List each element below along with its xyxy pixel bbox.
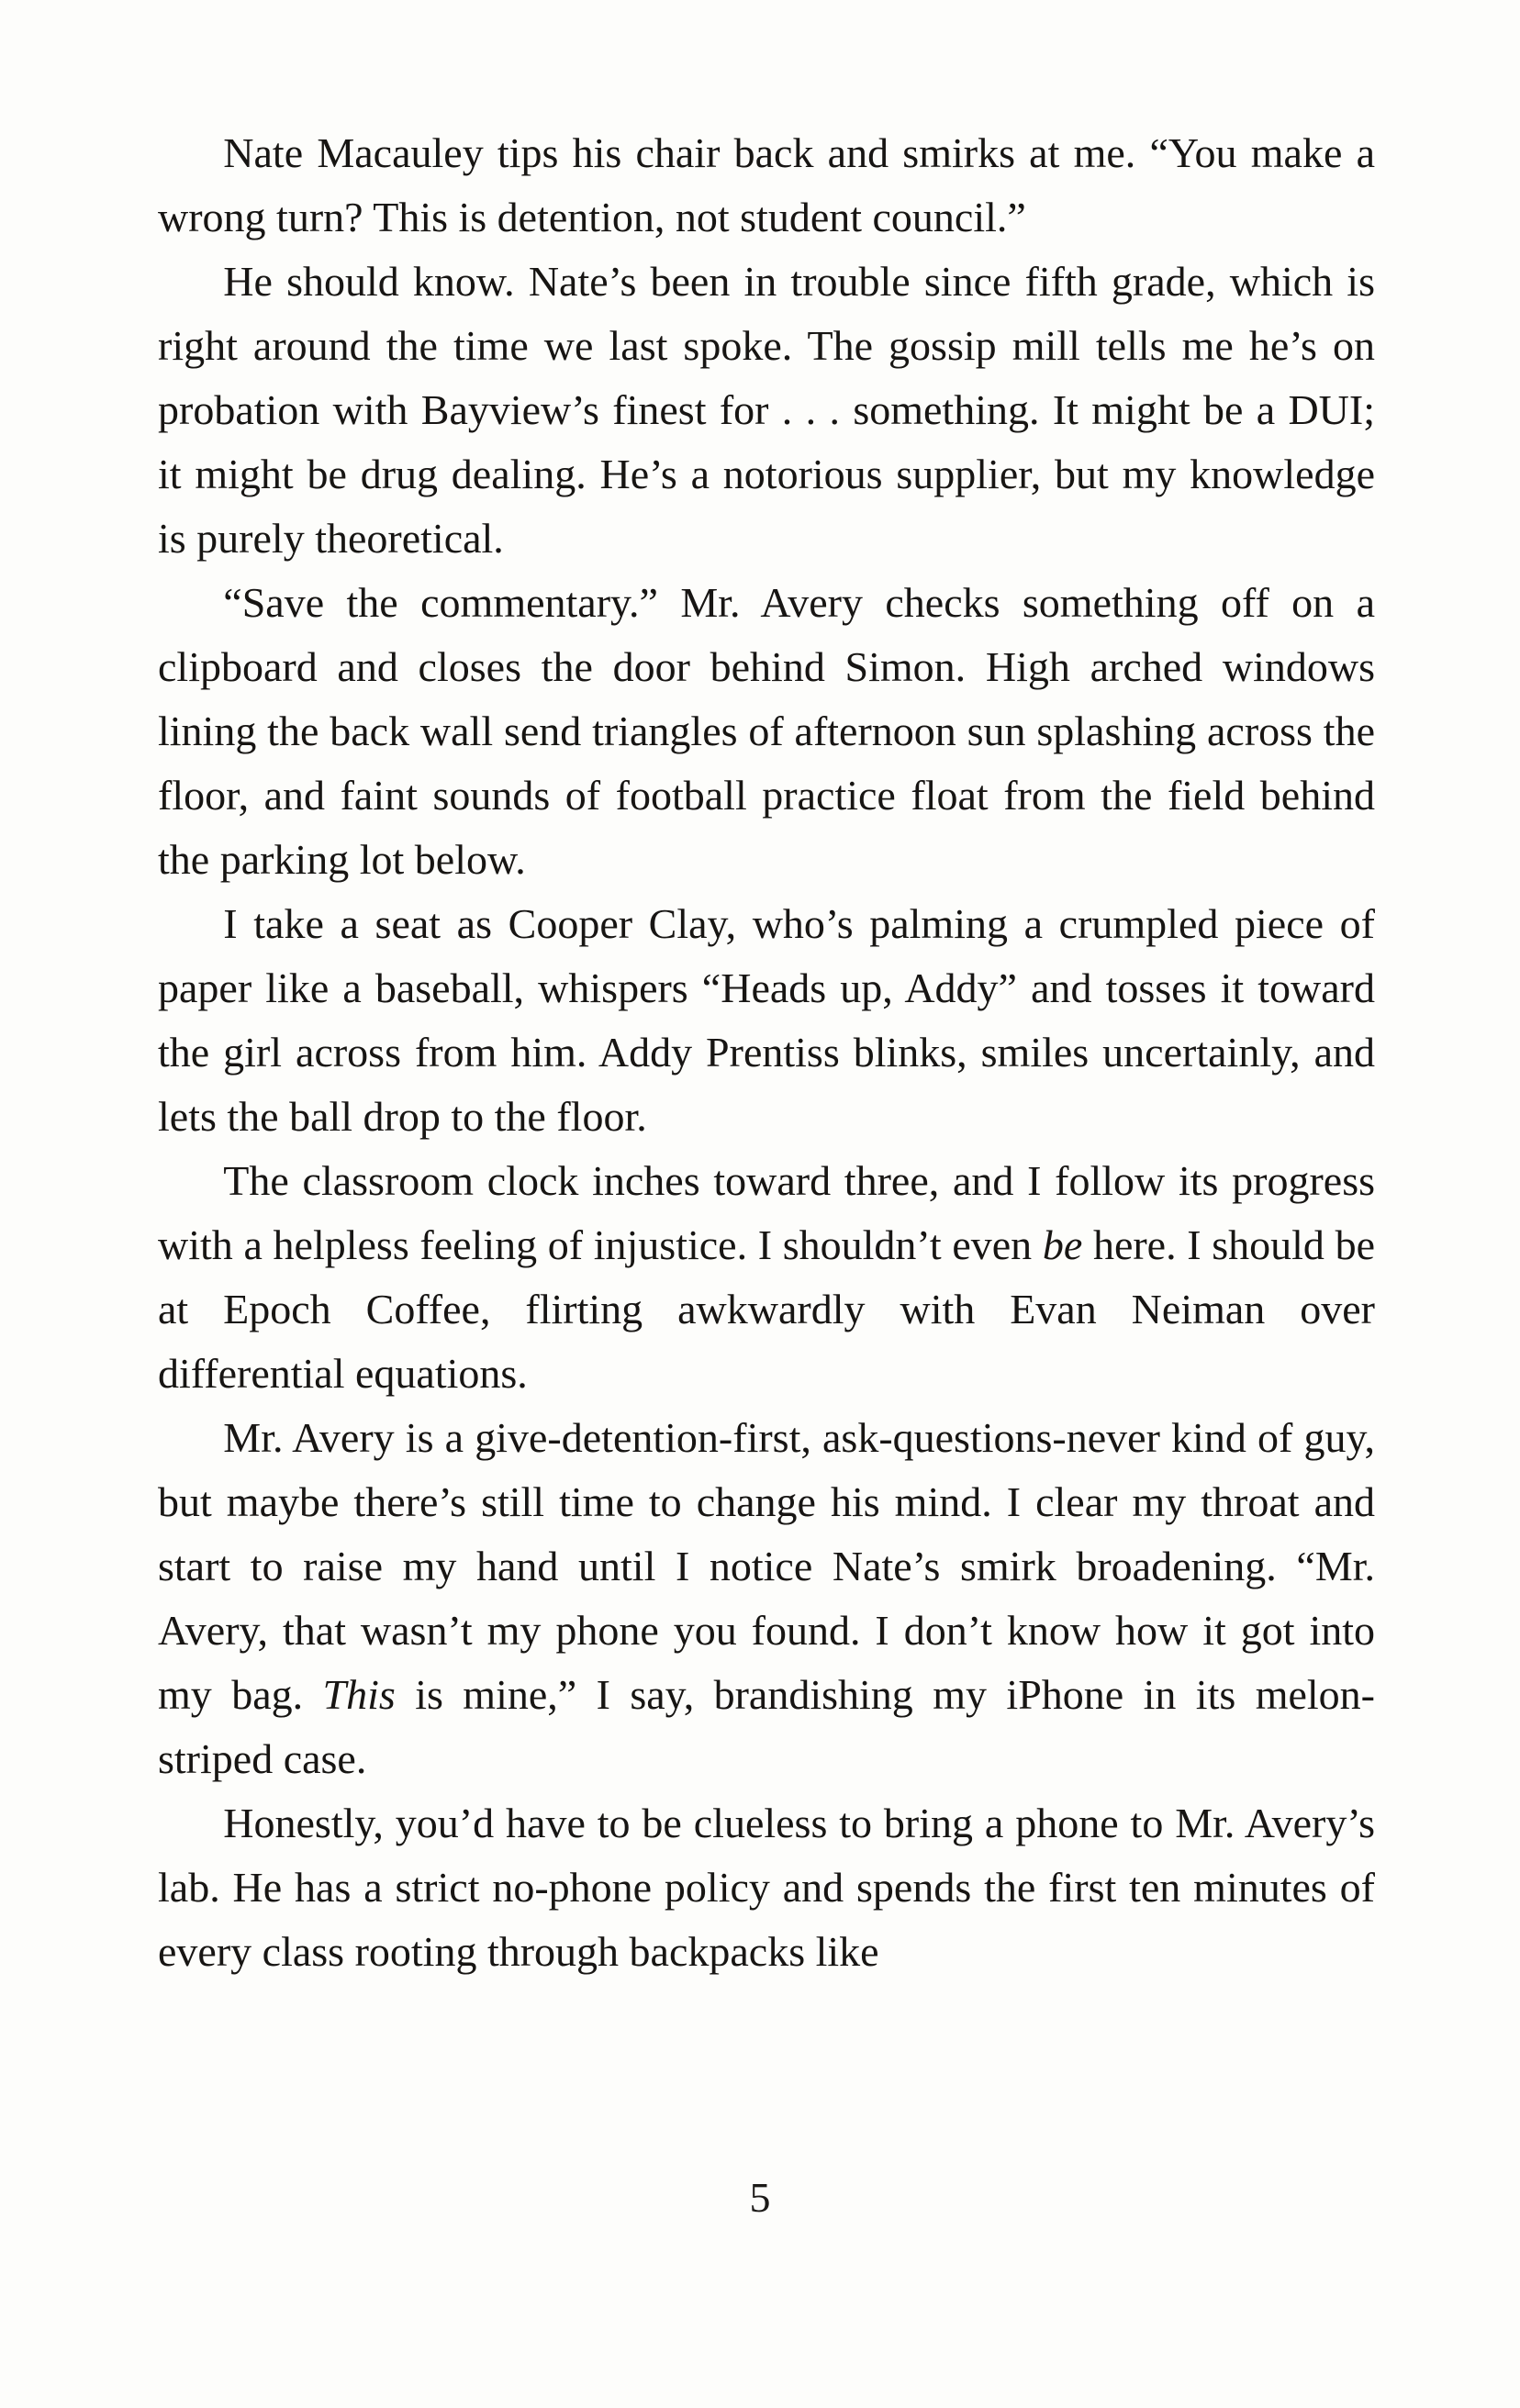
paragraph <box>158 121 1375 250</box>
text-segment: He should know. Nate’s been in trouble since fifth grade, which is right around the time we last spoke. The gossip mill tells me he’s on probation with Bayview’s finest for . . . something. It might be a DUI; it might be drug dealing. He’s a notorious supplier, but my knowledge is purely theoretical. <box>158 258 1375 562</box>
italic-text-segment: This <box>322 1671 396 1718</box>
page-text <box>158 121 1375 1984</box>
text-segment: here. I should be at Epoch Coffee, flirting awkwardly with Evan Neiman over differential equations. <box>158 1221 1375 1397</box>
paragraph <box>158 571 1375 892</box>
text-segment: is mine,” I say, brandishing my iPhone in its melon-striped case. <box>158 1671 1375 1782</box>
text-segment: The classroom clock inches toward three, and I follow its progress with a helpless feeling of injustice. I shouldn’t even <box>158 1157 1375 1268</box>
paragraph <box>158 892 1375 1149</box>
page-number: 5 <box>749 2174 771 2221</box>
text-segment: I take a seat as Cooper Clay, who’s palming a crumpled piece of paper like a baseball, whispers “Heads up, Addy” and tosses it toward the girl across from him. Addy Prentiss blinks, smiles uncertainly, and lets the ball drop to the floor. <box>158 900 1375 1140</box>
italic-text-segment: be <box>1042 1221 1083 1268</box>
text-segment: Nate Macauley tips his chair back and smirks at me. “You make a wrong turn? This is detention, not student council.” <box>158 129 1375 240</box>
text-segment: Honestly, you’d have to be clueless to bring a phone to Mr. Avery’s lab. He has a strict no-phone policy and spends the first ten minutes of every class rooting through backpacks like <box>158 1800 1375 1975</box>
paragraph <box>158 1149 1375 1406</box>
paragraph <box>158 1406 1375 1791</box>
paragraph <box>158 250 1375 571</box>
paragraph <box>158 1791 1375 1984</box>
text-segment: “Save the commentary.” Mr. Avery checks something off on a clipboard and closes the door behind Simon. High arched windows lining the back wall send triangles of afternoon sun splashing across the floor, and faint sounds of football practice float from the field behind the parking lot below. <box>158 579 1375 883</box>
text-segment: Mr. Avery is a give-detention-first, ask-questions-never kind of guy, but maybe there’s still time to change his mind. I clear my throat and start to raise my hand until I notice Nate’s smirk broadening. “Mr. Avery, that wasn’t my phone you found. I don’t know how it got into my bag. <box>158 1414 1375 1718</box>
